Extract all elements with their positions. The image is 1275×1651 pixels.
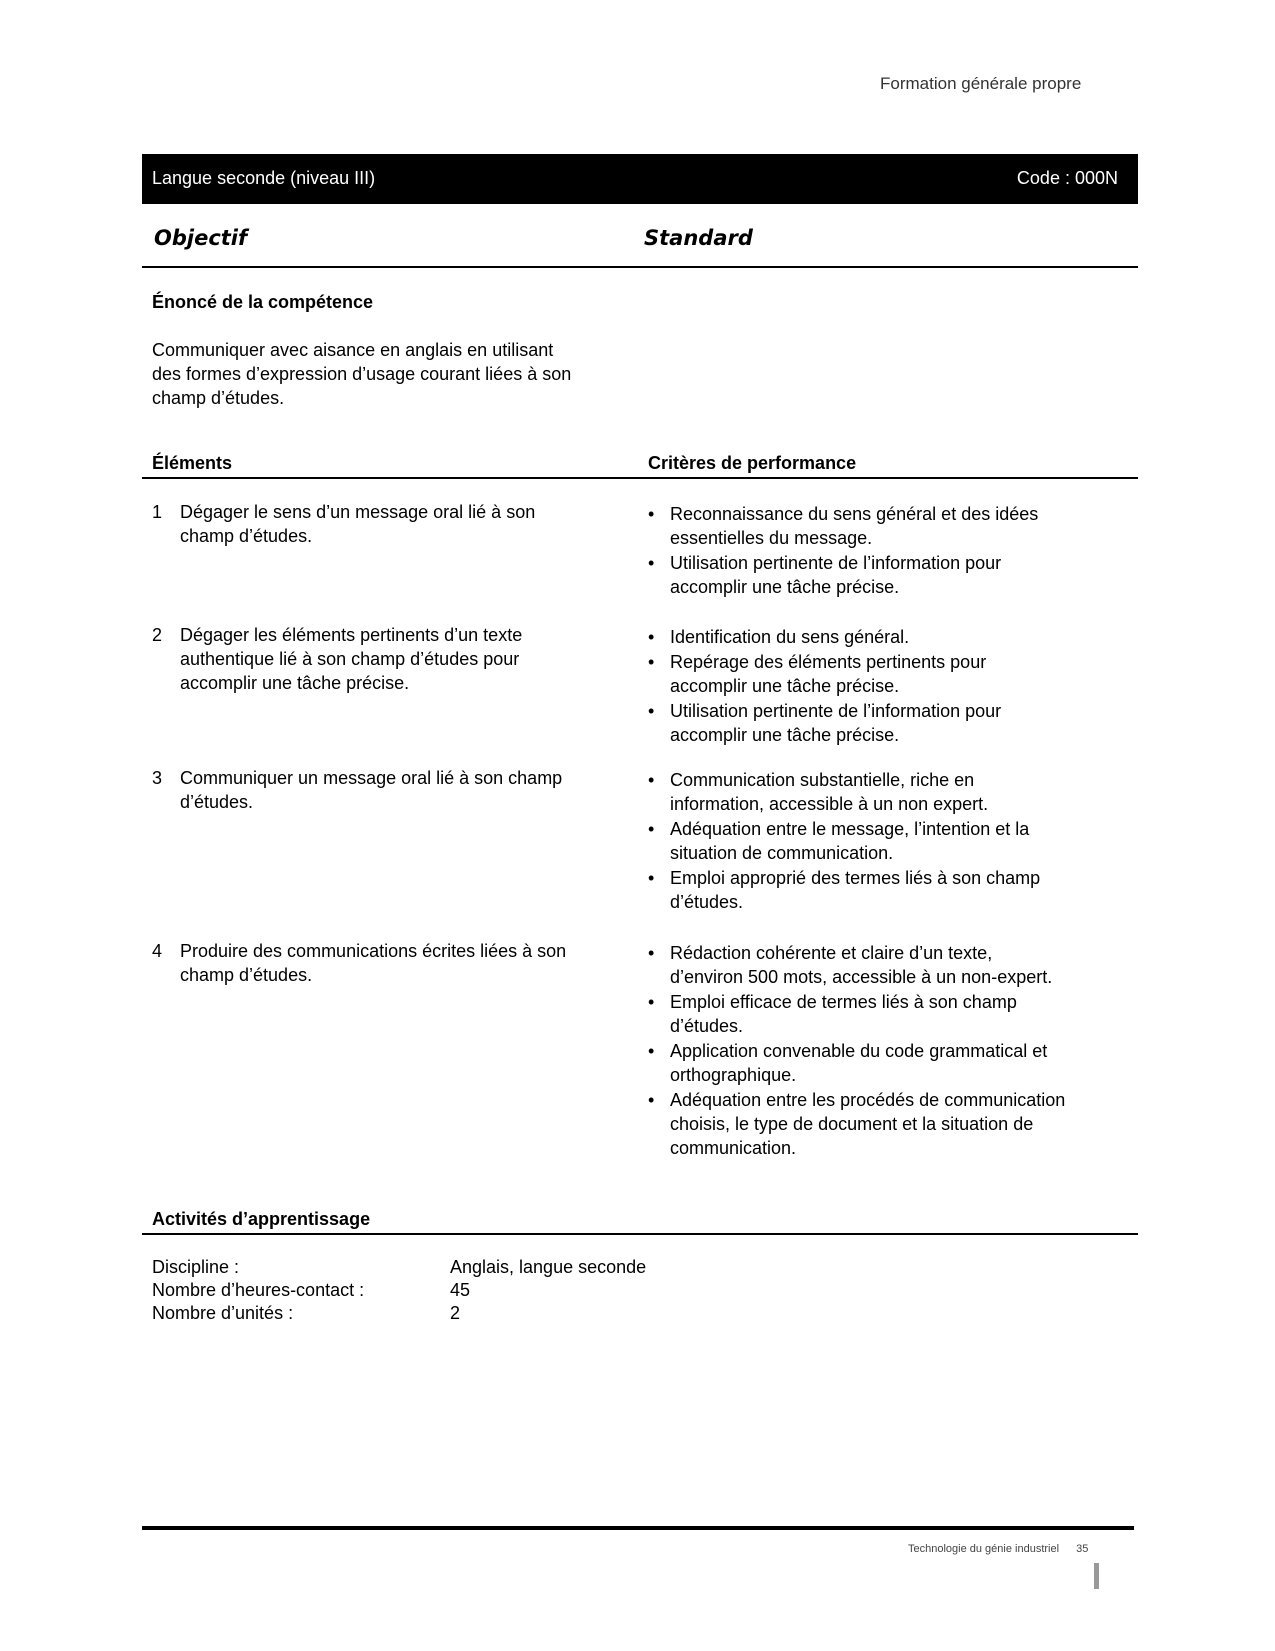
bullet-icon: • — [648, 868, 655, 888]
element-line: accomplir une tâche précise. — [180, 673, 410, 693]
criterion-line: Application convenable du code grammatical et — [670, 1041, 1048, 1061]
criterion-item — [648, 941, 1128, 989]
page-number: 35 — [1076, 1543, 1089, 1555]
info-row — [152, 1279, 646, 1302]
objective-column-heading: Objectif — [154, 226, 248, 250]
element-item — [152, 939, 642, 987]
elements-heading: Éléments — [152, 453, 233, 473]
criteria-heading: Critères de performance — [648, 453, 857, 473]
element-line: champ d’études. — [180, 526, 313, 546]
criterion-line: situation de communication. — [670, 843, 894, 863]
criterion-line: Emploi approprié des termes liés à son champ — [670, 868, 1041, 888]
element-text — [180, 500, 642, 548]
competence-heading: Énoncé de la compétence — [152, 292, 374, 312]
criterion-line: accomplir une tâche précise. — [670, 676, 900, 696]
course-code: Code : 000N — [1016, 168, 1118, 188]
divider — [142, 1233, 1138, 1235]
criterion-line: Emploi efficace de termes liés à son champ — [670, 992, 1017, 1012]
footer-divider — [142, 1526, 1134, 1530]
element-text — [180, 623, 642, 695]
criterion-line: Identification du sens général. — [670, 627, 910, 647]
element-text — [180, 766, 642, 814]
criterion-line: information, accessible à un non expert. — [670, 794, 989, 814]
element-line: champ d’études. — [180, 965, 313, 985]
info-row — [152, 1256, 646, 1279]
criterion-line: Communication substantielle, riche en — [670, 770, 975, 790]
info-value: 45 — [450, 1280, 471, 1300]
course-info — [152, 1256, 646, 1325]
criterion-line: Repérage des éléments pertinents pour — [670, 652, 987, 672]
criterion-line: Reconnaissance du sens général et des idées — [670, 504, 1039, 524]
element-line: Dégager le sens d’un message oral lié à son — [180, 502, 536, 522]
info-value: 2 — [450, 1303, 461, 1323]
element-line: Dégager les éléments pertinents d’un texte — [180, 625, 523, 645]
course-title-bar — [142, 154, 1138, 204]
program-type-label: Formation générale propre — [880, 74, 1082, 93]
criterion-item — [648, 990, 1128, 1038]
criterion-line: Utilisation pertinente de l’information pour — [670, 553, 1002, 573]
criterion-line: choisis, le type de document et la situation de — [670, 1114, 1034, 1134]
competence-statement — [152, 338, 571, 410]
criterion-line: Rédaction cohérente et claire d’un texte, — [670, 943, 993, 963]
bullet-icon: • — [648, 1090, 655, 1110]
criterion-line: Adéquation entre les procédés de communication — [670, 1090, 1066, 1110]
criteria-list — [648, 625, 1128, 748]
criterion-line: d’environ 500 mots, accessible à un non-expert. — [670, 967, 1053, 987]
bullet-icon: • — [648, 553, 655, 573]
criteria-list — [648, 502, 1128, 600]
footer-program: Technologie du génie industriel — [908, 1543, 1060, 1555]
criterion-line: d’études. — [670, 892, 744, 912]
bullet-icon: • — [648, 943, 655, 963]
element-text — [180, 939, 642, 987]
bullet-icon: • — [648, 652, 655, 672]
competence-line: Communiquer avec aisance en anglais en utilisant — [152, 340, 554, 360]
bullet-icon: • — [648, 819, 655, 839]
bullet-icon: • — [648, 627, 655, 647]
bullet-icon: • — [648, 992, 655, 1012]
element-line: d’études. — [180, 792, 254, 812]
criterion-item — [648, 768, 1128, 816]
criterion-item — [648, 866, 1128, 914]
page-edge-mark — [1094, 1563, 1099, 1589]
element-number: 3 — [152, 768, 163, 788]
divider — [142, 477, 1138, 479]
criteria-list — [648, 941, 1128, 1161]
info-row — [152, 1302, 646, 1325]
criterion-line: accomplir une tâche précise. — [670, 577, 900, 597]
criterion-item — [648, 1039, 1128, 1087]
info-label: Nombre d’heures-contact : — [152, 1280, 365, 1300]
bullet-icon: • — [648, 504, 655, 524]
criterion-line: d’études. — [670, 1016, 744, 1036]
criterion-line: essentielles du message. — [670, 528, 873, 548]
element-number: 4 — [152, 941, 163, 961]
info-label: Nombre d’unités : — [152, 1303, 294, 1323]
element-line: authentique lié à son champ d’études pour — [180, 649, 520, 669]
bullet-icon: • — [648, 701, 655, 721]
element-item — [152, 766, 642, 814]
criterion-line: accomplir une tâche précise. — [670, 725, 900, 745]
bullet-icon: • — [648, 770, 655, 790]
element-item — [152, 623, 642, 695]
course-title: Langue seconde (niveau III) — [152, 168, 376, 188]
standard-column-heading: Standard — [644, 226, 753, 250]
element-item — [152, 500, 642, 548]
footer — [908, 1543, 1088, 1555]
element-line: Communiquer un message oral lié à son champ — [180, 768, 563, 788]
criterion-item — [648, 625, 1128, 649]
info-value: Anglais, langue seconde — [450, 1257, 647, 1277]
info-label: Discipline : — [152, 1257, 240, 1277]
bullet-icon: • — [648, 1041, 655, 1061]
criterion-line: communication. — [670, 1138, 797, 1158]
criterion-line: Adéquation entre le message, l’intention et la — [670, 819, 1030, 839]
criterion-item — [648, 551, 1128, 599]
competence-line: des formes d’expression d’usage courant liées à son — [152, 364, 572, 384]
element-number: 2 — [152, 625, 163, 645]
element-line: Produire des communications écrites liées à son — [180, 941, 567, 961]
criterion-line: orthographique. — [670, 1065, 797, 1085]
competence-line: champ d’études. — [152, 388, 285, 408]
criterion-item — [648, 817, 1128, 865]
criterion-line: Utilisation pertinente de l’information pour — [670, 701, 1002, 721]
criterion-item — [648, 699, 1128, 747]
criterion-item — [648, 650, 1128, 698]
activities-heading: Activités d’apprentissage — [152, 1209, 371, 1229]
criteria-list — [648, 768, 1128, 915]
divider — [142, 266, 1138, 268]
criterion-item — [648, 502, 1128, 550]
element-number: 1 — [152, 502, 163, 522]
criterion-item — [648, 1088, 1128, 1160]
